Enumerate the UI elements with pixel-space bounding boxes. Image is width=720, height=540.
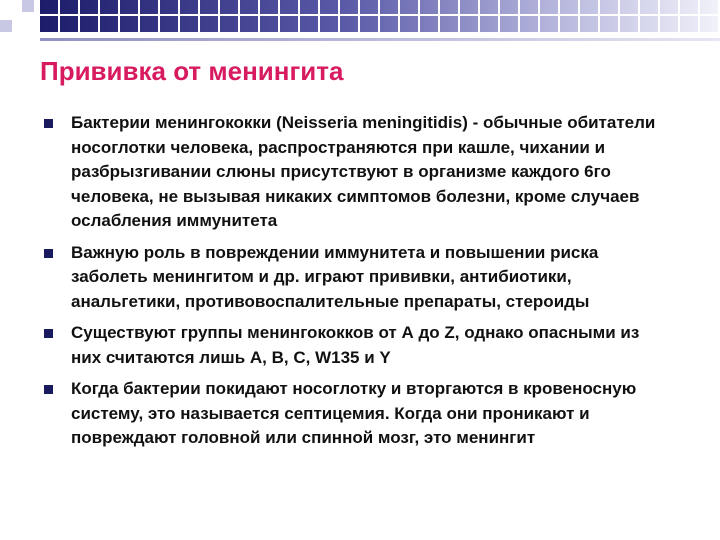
- square-bullet-icon: [44, 329, 53, 338]
- bullet-item: [44, 111, 668, 234]
- bullet-text: Существуют группы менингококков от А до Z, однако опасными из них считаются лишь A, B, C, W135 и Y: [71, 323, 640, 367]
- bullet-item: [44, 241, 668, 315]
- square-bullet-icon: [44, 385, 53, 394]
- bullet-text: Бактерии менингококки (Neisseria meningitidis) - обычные обитатели носоглотки человека, распространяются при кашле, чихании и разбрызгивании слюны присутствуют в организме каждого 6го человека, не вызывая никаких симптомов болезни, кроме случаев ослабления иммунитета: [71, 113, 656, 230]
- bullet-item: [44, 321, 668, 370]
- decorative-header-pattern: [0, 0, 720, 60]
- slide-title: Прививка от менингита: [40, 56, 344, 86]
- bullet-text: Когда бактерии покидают носоглотку и вторгаются в кровеносную систему, это называется септицемия. Когда они проникают и повреждают головной или спинной мозг, это менингит: [71, 379, 637, 447]
- square-bullet-icon: [44, 119, 53, 128]
- bullet-list: [44, 111, 668, 458]
- bullet-item: [44, 377, 668, 451]
- bullet-text: Важную роль в повреждении иммунитета и повышении риска заболеть менингитом и др. играют прививки, антибиотики, анальгетики, противовоспалительные препараты, стероиды: [71, 242, 599, 311]
- square-bullet-icon: [44, 249, 53, 258]
